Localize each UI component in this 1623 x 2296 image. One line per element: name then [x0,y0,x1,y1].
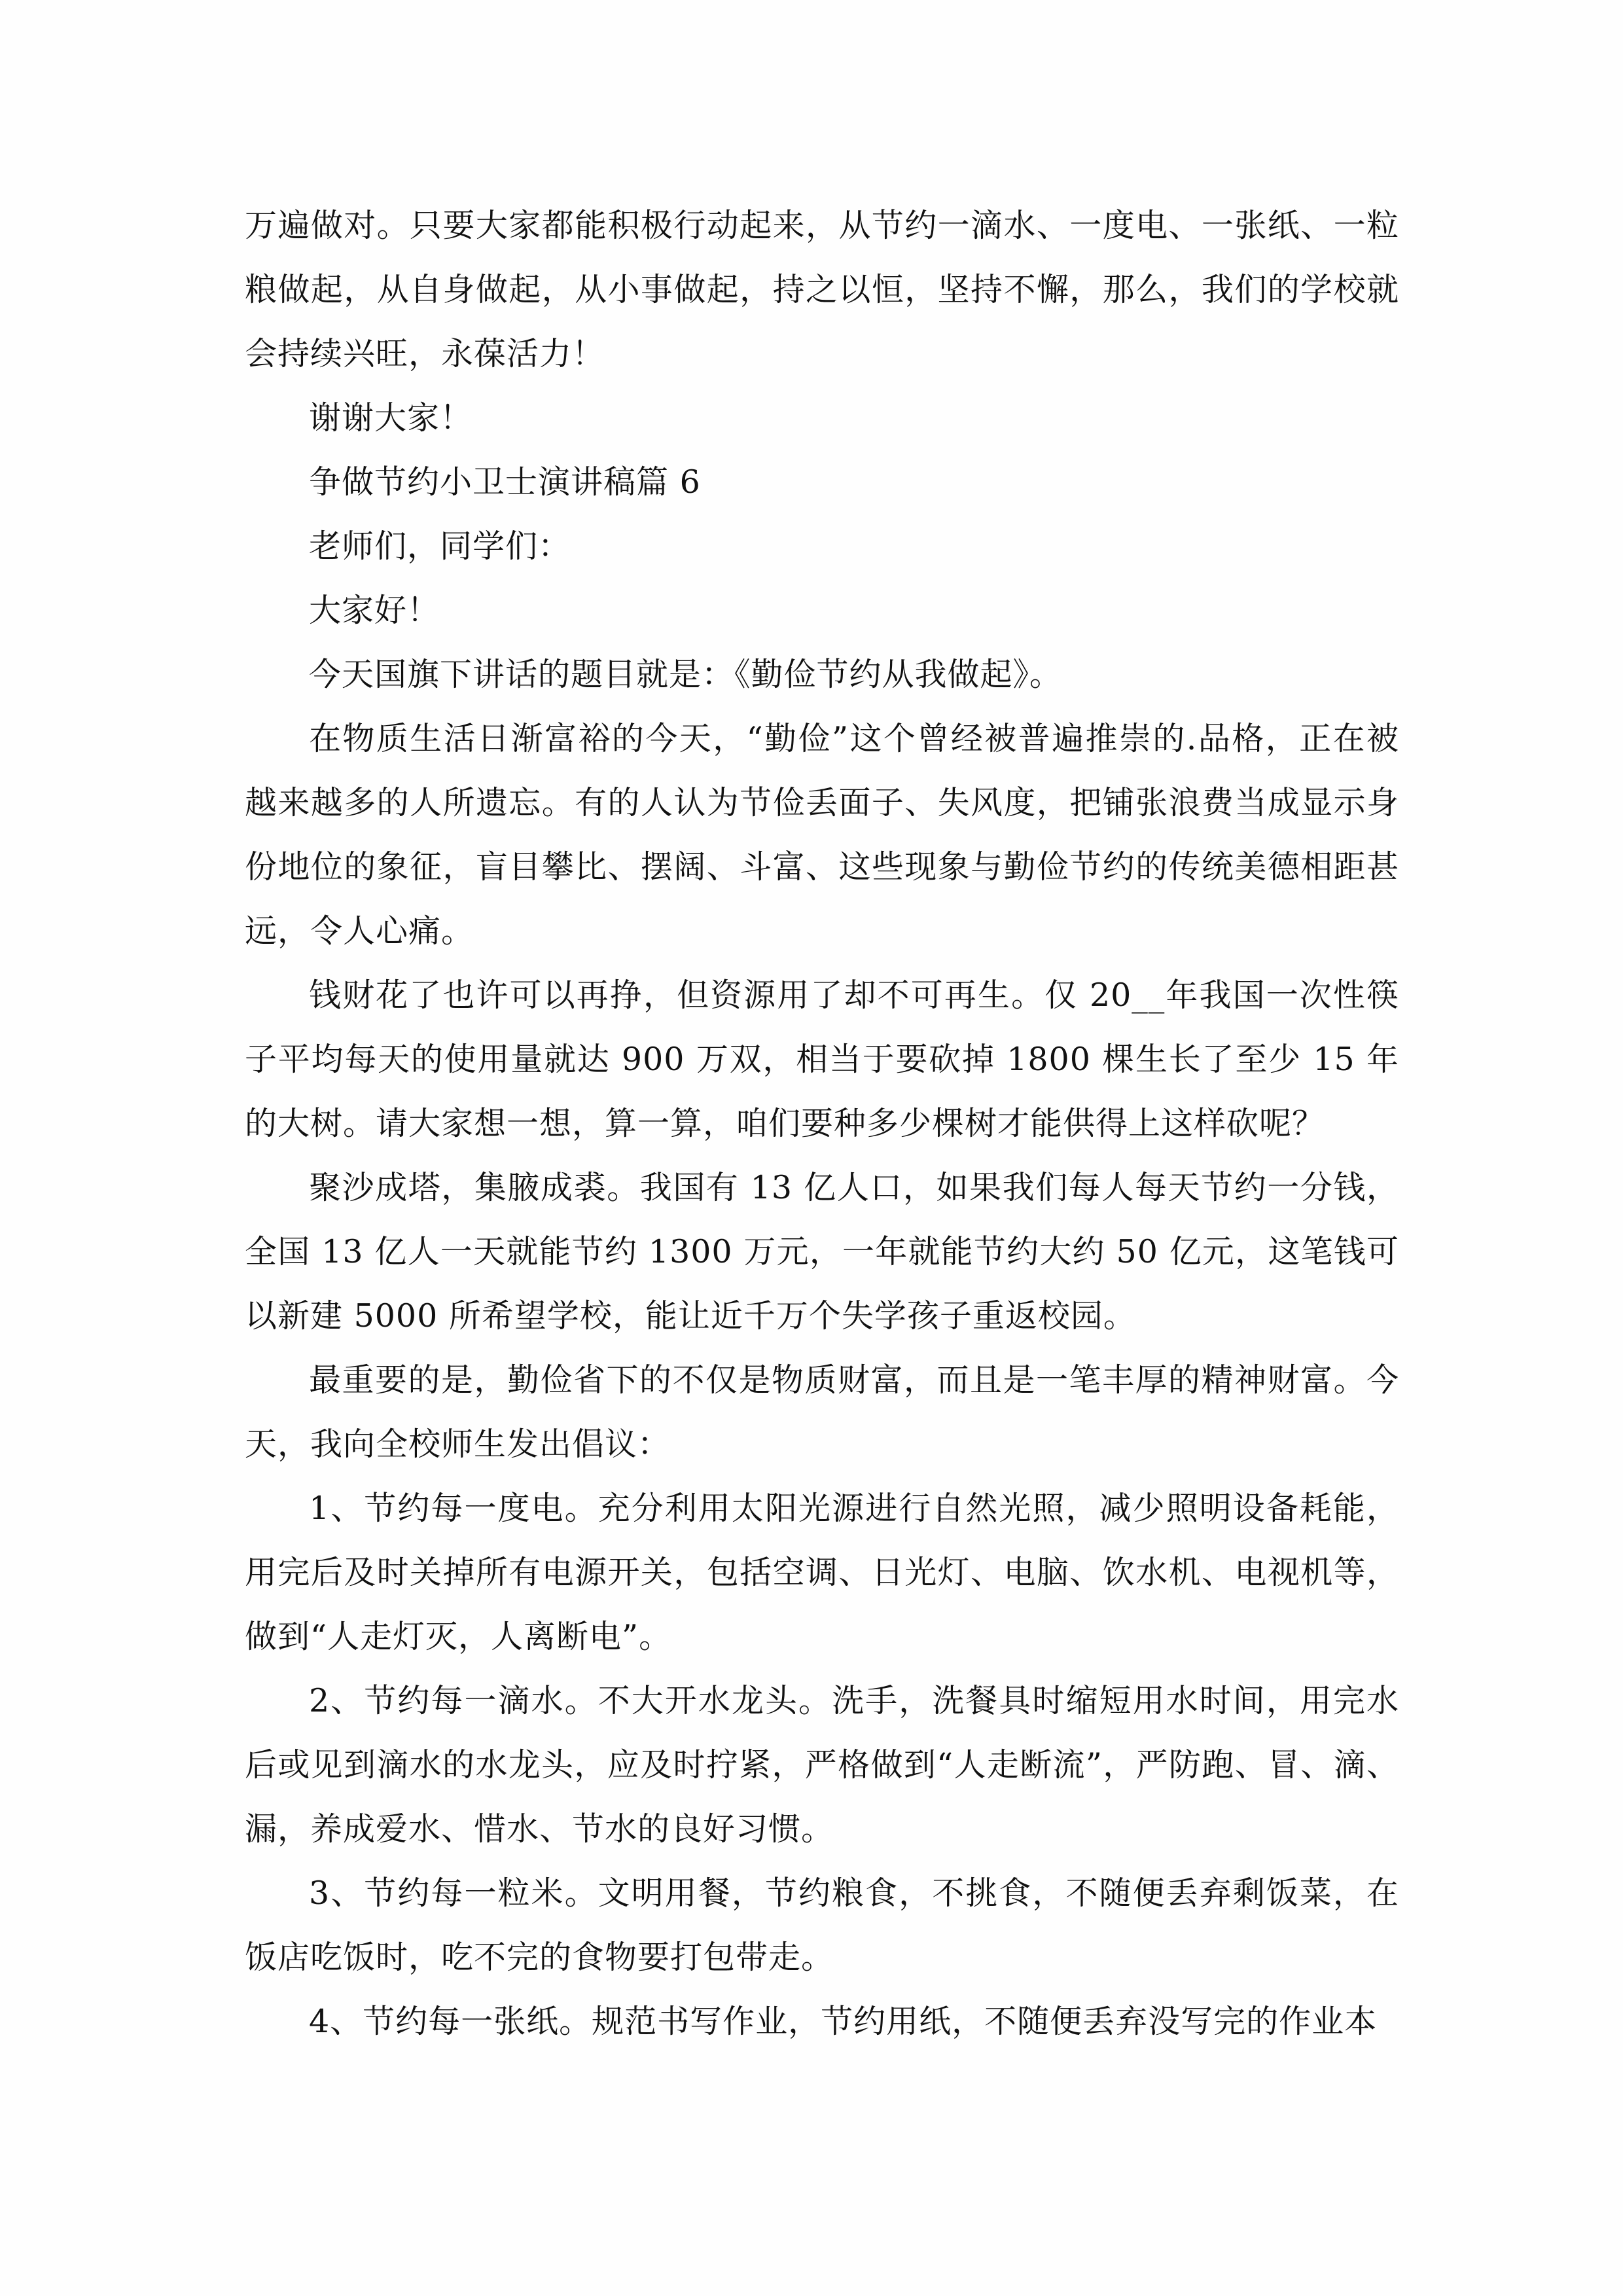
paragraph-population: 聚沙成塔，集腋成裘。我国有 13 亿人口，如果我们每人每天节约一分钱，全国 13 亿人一天就能节约 1300 万元，一年就能节约大约 50 亿元，这笔钱可以新建 5000 所希望学校，能让近千万个失学孩子重返校园。 [245,1169,1399,1335]
greeting: 大家好！ [309,592,440,629]
paragraph-proposal: 最重要的是，勤俭省下的不仅是物质财富，而且是一笔丰厚的精神财富。今天，我向全校师生发出倡议： [245,1361,1399,1463]
paragraph-chopsticks: 钱财花了也许可以再挣，但资源用了却不可再生。仅 20__年我国一次性筷子平均每天的使用量就达 900 万双，相当于要砍掉 1800 棵生长了至少 15 年的大树。请大家想一想，算一算，咱们要种多少棵树才能供得上这样砍呢？ [245,977,1399,1142]
paragraph-thanks: 谢谢大家！ [309,399,473,437]
salutation: 老师们，同学们： [309,528,571,565]
paragraph-topic: 今天国旗下讲话的题目就是：《勤俭节约从我做起》。 [309,656,1063,693]
document-body [245,194,1399,2054]
list-item-paper: 4、节约每一张纸。规范书写作业，节约用纸，不随便丢弃没写完的作业本 [309,2003,1378,2040]
list-item-rice: 3、节约每一粒米。文明用餐，节约粮食，不挑食，不随便丢弃剩饭菜，在饭店吃饭时，吃不完的食物要打包带走。 [245,1874,1399,1976]
list-item-water: 2、节约每一滴水。不大开水龙头。洗手，洗餐具时缩短用水时间，用完水后或见到滴水的水龙头，应及时拧紧，严格做到“人走断流”，严防跑、冒、滴、漏，养成爱水、惜水、节水的良好习惯。 [245,1682,1399,1848]
paragraph-frugality: 在物质生活日渐富裕的今天，“勤俭”这个曾经被普遍推崇的.品格，正在被越来越多的人所遗忘。有的人认为节俭丢面子、失风度，把铺张浪费当成显示身份地位的象征，盲目攀比、摆阔、斗富、这些现象与勤俭节约的传统美德相距甚远，令人心痛。 [245,720,1399,950]
list-item-electricity: 1、节约每一度电。充分利用太阳光源进行自然光照，减少照明设备耗能，用完后及时关掉所有电源开关，包括空调、日光灯、电脑、饮水机、电视机等，做到“人走灯灭，人离断电”。 [245,1490,1399,1655]
speech-title: 争做节约小卫士演讲稿篇 6 [309,463,701,501]
paragraph-continuation: 万遍做对。只要大家都能积极行动起来，从节约一滴水、一度电、一张纸、一粒粮做起，从自身做起，从小事做起，持之以恒，坚持不懈，那么，我们的学校就会持续兴旺，永葆活力！ [245,207,1399,372]
